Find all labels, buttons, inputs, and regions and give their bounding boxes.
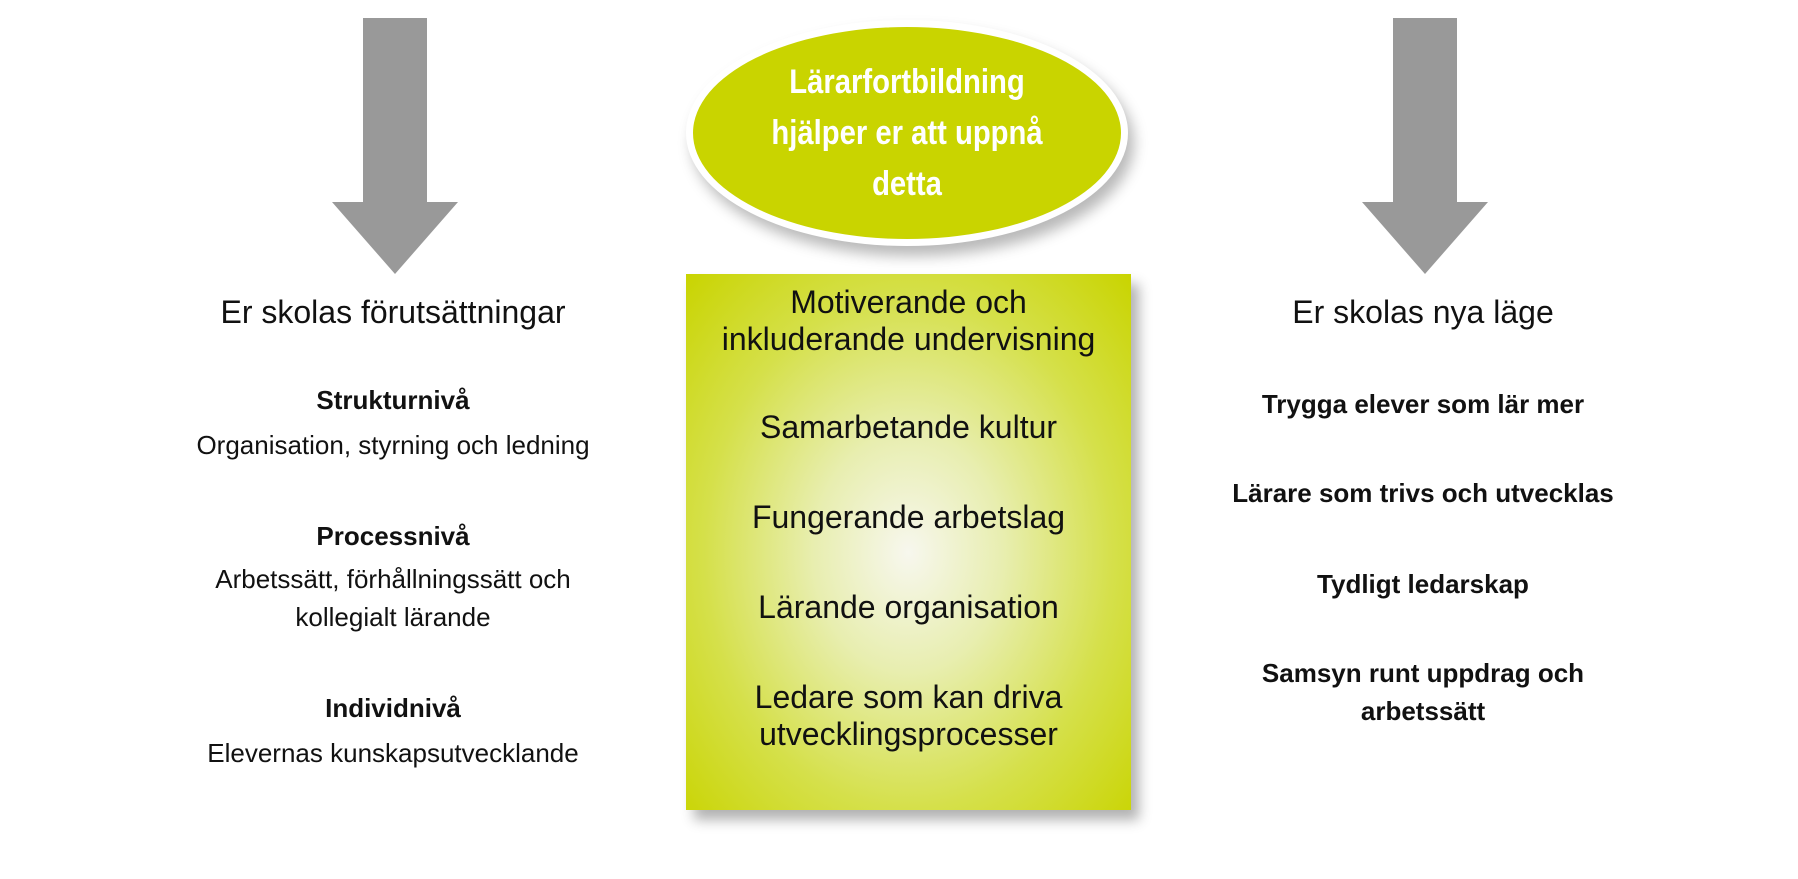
goal-ellipse xyxy=(686,20,1128,246)
center-goal-box xyxy=(686,274,1131,810)
outcome-item: Lärare som trivs och utvecklas xyxy=(1232,478,1614,508)
center-item: Motiverande och inkluderande undervisning xyxy=(721,284,1096,357)
center-item: Lärande organisation xyxy=(758,589,1059,625)
level-desc-structure: Organisation, styrning och ledning xyxy=(196,430,590,460)
outcome-item: Tydligt ledarskap xyxy=(1317,569,1529,599)
center-item: Fungerande arbetslag xyxy=(751,499,1066,535)
level-title-structure: Strukturnivå xyxy=(316,385,470,415)
goal-ellipse-text: Lärarfortbildning hjälper er att uppnå detta xyxy=(771,62,1043,203)
right-column-heading: Er skolas nya läge xyxy=(1292,294,1554,330)
arrow-down-icon xyxy=(1362,18,1488,274)
outcome-item: Samsyn runt uppdrag och arbetssätt xyxy=(1261,658,1585,726)
level-title-individual: Individnivå xyxy=(325,693,461,723)
level-desc-process: Arbetssätt, förhållningssätt och kollegialt lärande xyxy=(215,564,571,632)
left-column-heading: Er skolas förutsättningar xyxy=(220,294,566,330)
goal-ellipse-shape xyxy=(686,20,1128,246)
center-item: Ledare som kan driva utvecklingsprocesser xyxy=(754,679,1063,752)
outcome-item: Trygga elever som lär mer xyxy=(1261,389,1585,419)
center-item: Samarbetande kultur xyxy=(759,409,1058,445)
level-desc-individual: Elevernas kunskapsutvecklande xyxy=(207,738,579,768)
arrow-down-icon xyxy=(332,18,458,274)
level-title-process: Processnivå xyxy=(316,521,470,551)
